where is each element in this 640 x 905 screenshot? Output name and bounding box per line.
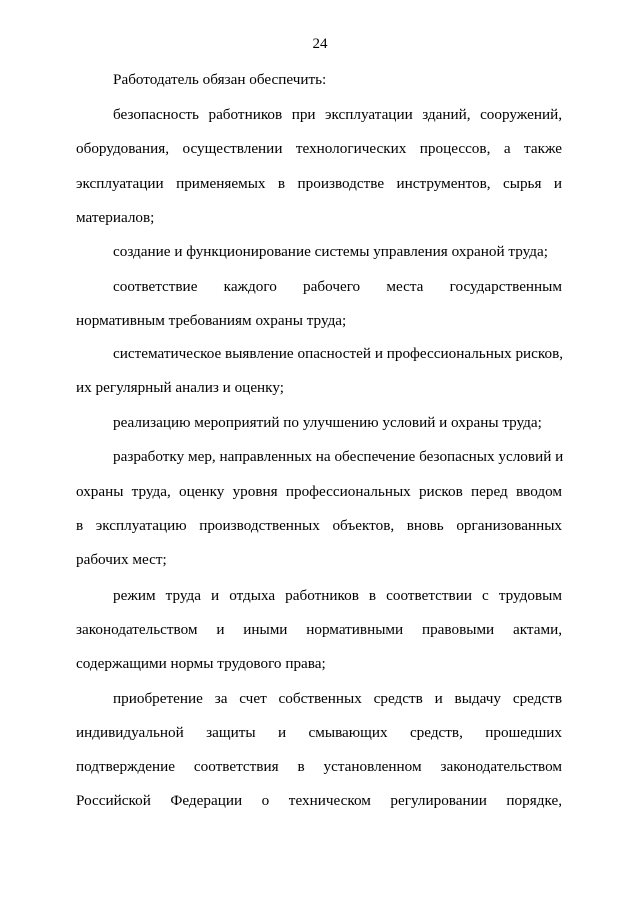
text-line: разработку мер, направленных на обеспечение безопасных условий и (113, 448, 564, 465)
text-line: оборудования, осуществлении технологических процессов, а также (76, 140, 562, 157)
text-line: систематическое выявление опасностей и профессиональных рисков, (113, 345, 564, 362)
text-line: создание и функционирование системы управления охраной труда; (113, 243, 548, 260)
text-line: содержащими нормы трудового права; (76, 655, 326, 672)
text-line: эксплуатации применяемых в производстве инструментов, сырья и (76, 175, 562, 192)
text-line: их регулярный анализ и оценку; (76, 379, 284, 396)
page-number: 24 (312, 36, 328, 52)
text-line: соответствие каждого рабочего места государственным (113, 278, 562, 295)
text-line: режим труда и отдыха работников в соответствии с трудовым (113, 587, 562, 604)
text-line: безопасность работников при эксплуатации зданий, сооружений, (113, 106, 562, 123)
text-line: нормативным требованиям охраны труда; (76, 312, 347, 329)
text-line: приобретение за счет собственных средств и выдачу средств (113, 690, 562, 707)
text-line: реализацию мероприятий по улучшению условий и охраны труда; (113, 414, 542, 431)
text-line: охраны труда, оценку уровня профессиональных рисков перед вводом (76, 483, 562, 500)
text-line: Работодатель обязан обеспечить: (113, 71, 327, 88)
text-line: подтверждение соответствия в установленном законодательством (76, 758, 562, 775)
text-line: законодательством и иными нормативными правовыми актами, (76, 621, 562, 638)
text-line: рабочих мест; (76, 551, 167, 568)
text-line: в эксплуатацию производственных объектов, вновь организованных (76, 517, 562, 534)
text-line: индивидуальной защиты и смывающих средств, прошедших (76, 724, 562, 741)
text-line: материалов; (76, 209, 155, 226)
text-line: Российской Федерации о техническом регулировании порядке, (76, 792, 562, 809)
